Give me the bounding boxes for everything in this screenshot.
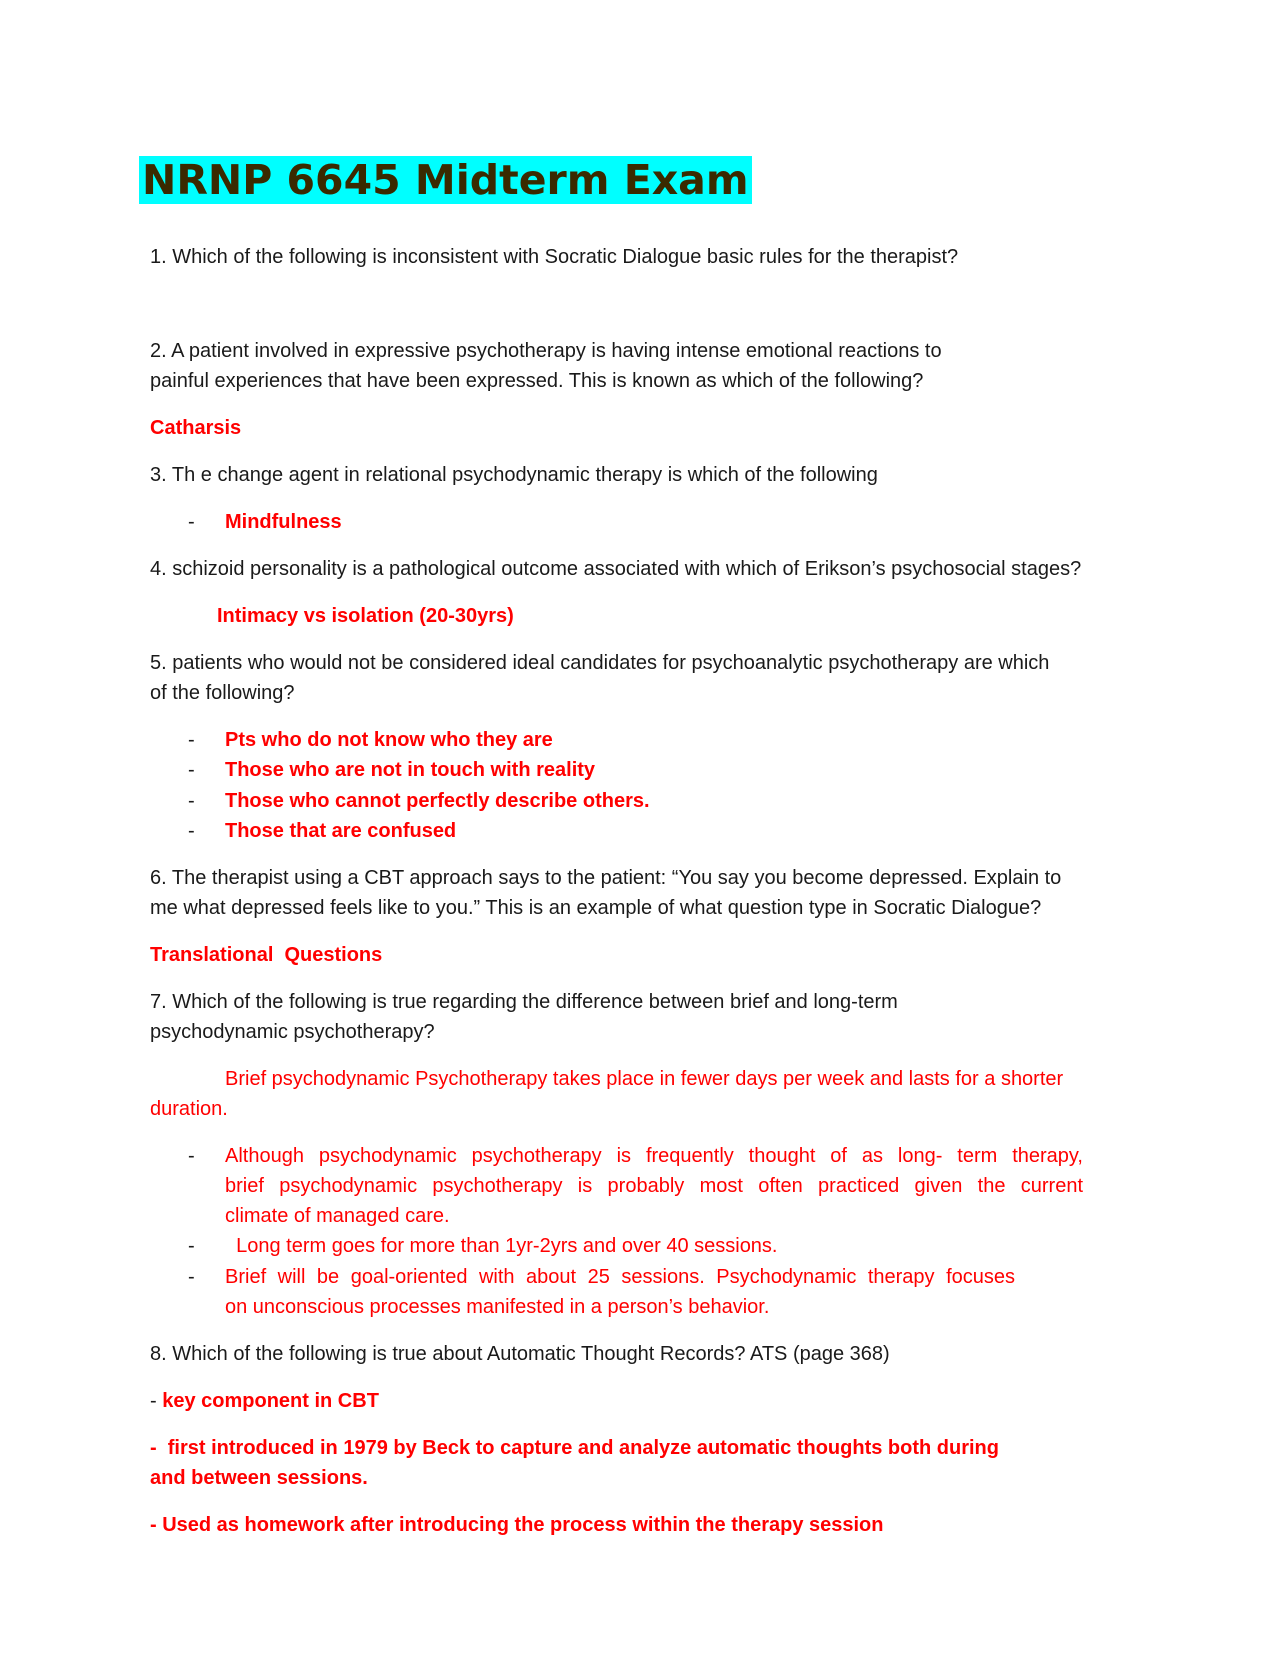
question-7-line-2: psychodynamic psychotherapy? xyxy=(150,1021,435,1043)
answer-8-line-1 xyxy=(150,1386,379,1416)
bullet-marker: - xyxy=(188,729,195,751)
bullet-marker: - xyxy=(188,759,195,781)
question-5-line-1: 5. patients who would not be considered ideal candidates for psychoanalytic psychotherapy are which xyxy=(150,652,1050,674)
bullet-marker: - xyxy=(188,790,195,812)
question-6-line-2: me what depressed feels like to you.” This is an example of what question type in Socratic Dialogue? xyxy=(150,897,1042,919)
answer-5-item: Those who are not in touch with reality xyxy=(225,759,596,781)
answer-7-bullet-1-line-1: Although psychodynamic psychotherapy is frequently thought of as long- term therapy, xyxy=(225,1145,1083,1167)
question-4: 4. schizoid personality is a pathological outcome associated with which of Erikson’s psychosocial stages? xyxy=(150,558,1082,580)
bullet-marker: - xyxy=(188,1145,195,1167)
answer-5-item: Those that are confused xyxy=(225,820,457,842)
answer-7-bullet-3-line-2: on unconscious processes manifested in a person’s behavior. xyxy=(225,1296,770,1318)
question-1: 1. Which of the following is inconsistent with Socratic Dialogue basic rules for the therapist? xyxy=(150,246,959,268)
answer-8-item-3: - Used as homework after introducing the process within the therapy session xyxy=(150,1514,884,1536)
answer-3-item: Mindfulness xyxy=(225,511,342,533)
answer-7-bullet-3-line-1: Brief will be goal-oriented with about 25 sessions. Psychodynamic therapy focuses xyxy=(225,1266,1015,1288)
question-3: 3. Th e change agent in relational psychodynamic therapy is which of the following xyxy=(150,464,878,486)
answer-7-bullet-1-line-3: climate of managed care. xyxy=(225,1205,450,1227)
answer-4: Intimacy vs isolation (20-30yrs) xyxy=(217,605,514,627)
bullet-marker: - xyxy=(188,820,195,842)
answer-6: Translational Questions xyxy=(150,944,383,966)
dash-prefix: - xyxy=(150,1390,163,1412)
bullet-marker: - xyxy=(188,511,195,533)
page-title: NRNP 6645 Midterm Exam xyxy=(139,156,752,204)
answer-7-line-2: duration. xyxy=(150,1098,228,1120)
answer-7-line-1: Brief psychodynamic Psychotherapy takes place in fewer days per week and lasts for a shorter xyxy=(225,1068,1064,1090)
question-2-line-2: painful experiences that have been expressed. This is known as which of the following? xyxy=(150,370,924,392)
question-5-line-2: of the following? xyxy=(150,682,295,704)
answer-8-item-2-line-2: and between sessions. xyxy=(150,1467,368,1489)
question-2-line-1: 2. A patient involved in expressive psychotherapy is having intense emotional reactions to xyxy=(150,340,942,362)
question-6-line-1: 6. The therapist using a CBT approach says to the patient: “You say you become depressed. Explain to xyxy=(150,867,1062,889)
answer-8-item-2-line-1: - first introduced in 1979 by Beck to capture and analyze automatic thoughts both during xyxy=(150,1437,999,1459)
answer-5-item: Those who cannot perfectly describe others. xyxy=(225,790,650,812)
answer-7-bullet-2: Long term goes for more than 1yr-2yrs and over 40 sessions. xyxy=(225,1235,778,1257)
answer-7-bullet-1-line-2: brief psychodynamic psychotherapy is probably most often practiced given the current xyxy=(225,1175,1083,1197)
bullet-marker: - xyxy=(188,1266,195,1288)
answer-8-item-1: key component in CBT xyxy=(162,1390,379,1412)
answer-2: Catharsis xyxy=(150,417,242,439)
question-7-line-1: 7. Which of the following is true regarding the difference between brief and long-term xyxy=(150,991,898,1013)
answer-5-item: Pts who do not know who they are xyxy=(225,729,553,751)
bullet-marker: - xyxy=(188,1235,195,1257)
question-8: 8. Which of the following is true about Automatic Thought Records? ATS (page 368) xyxy=(150,1343,890,1365)
